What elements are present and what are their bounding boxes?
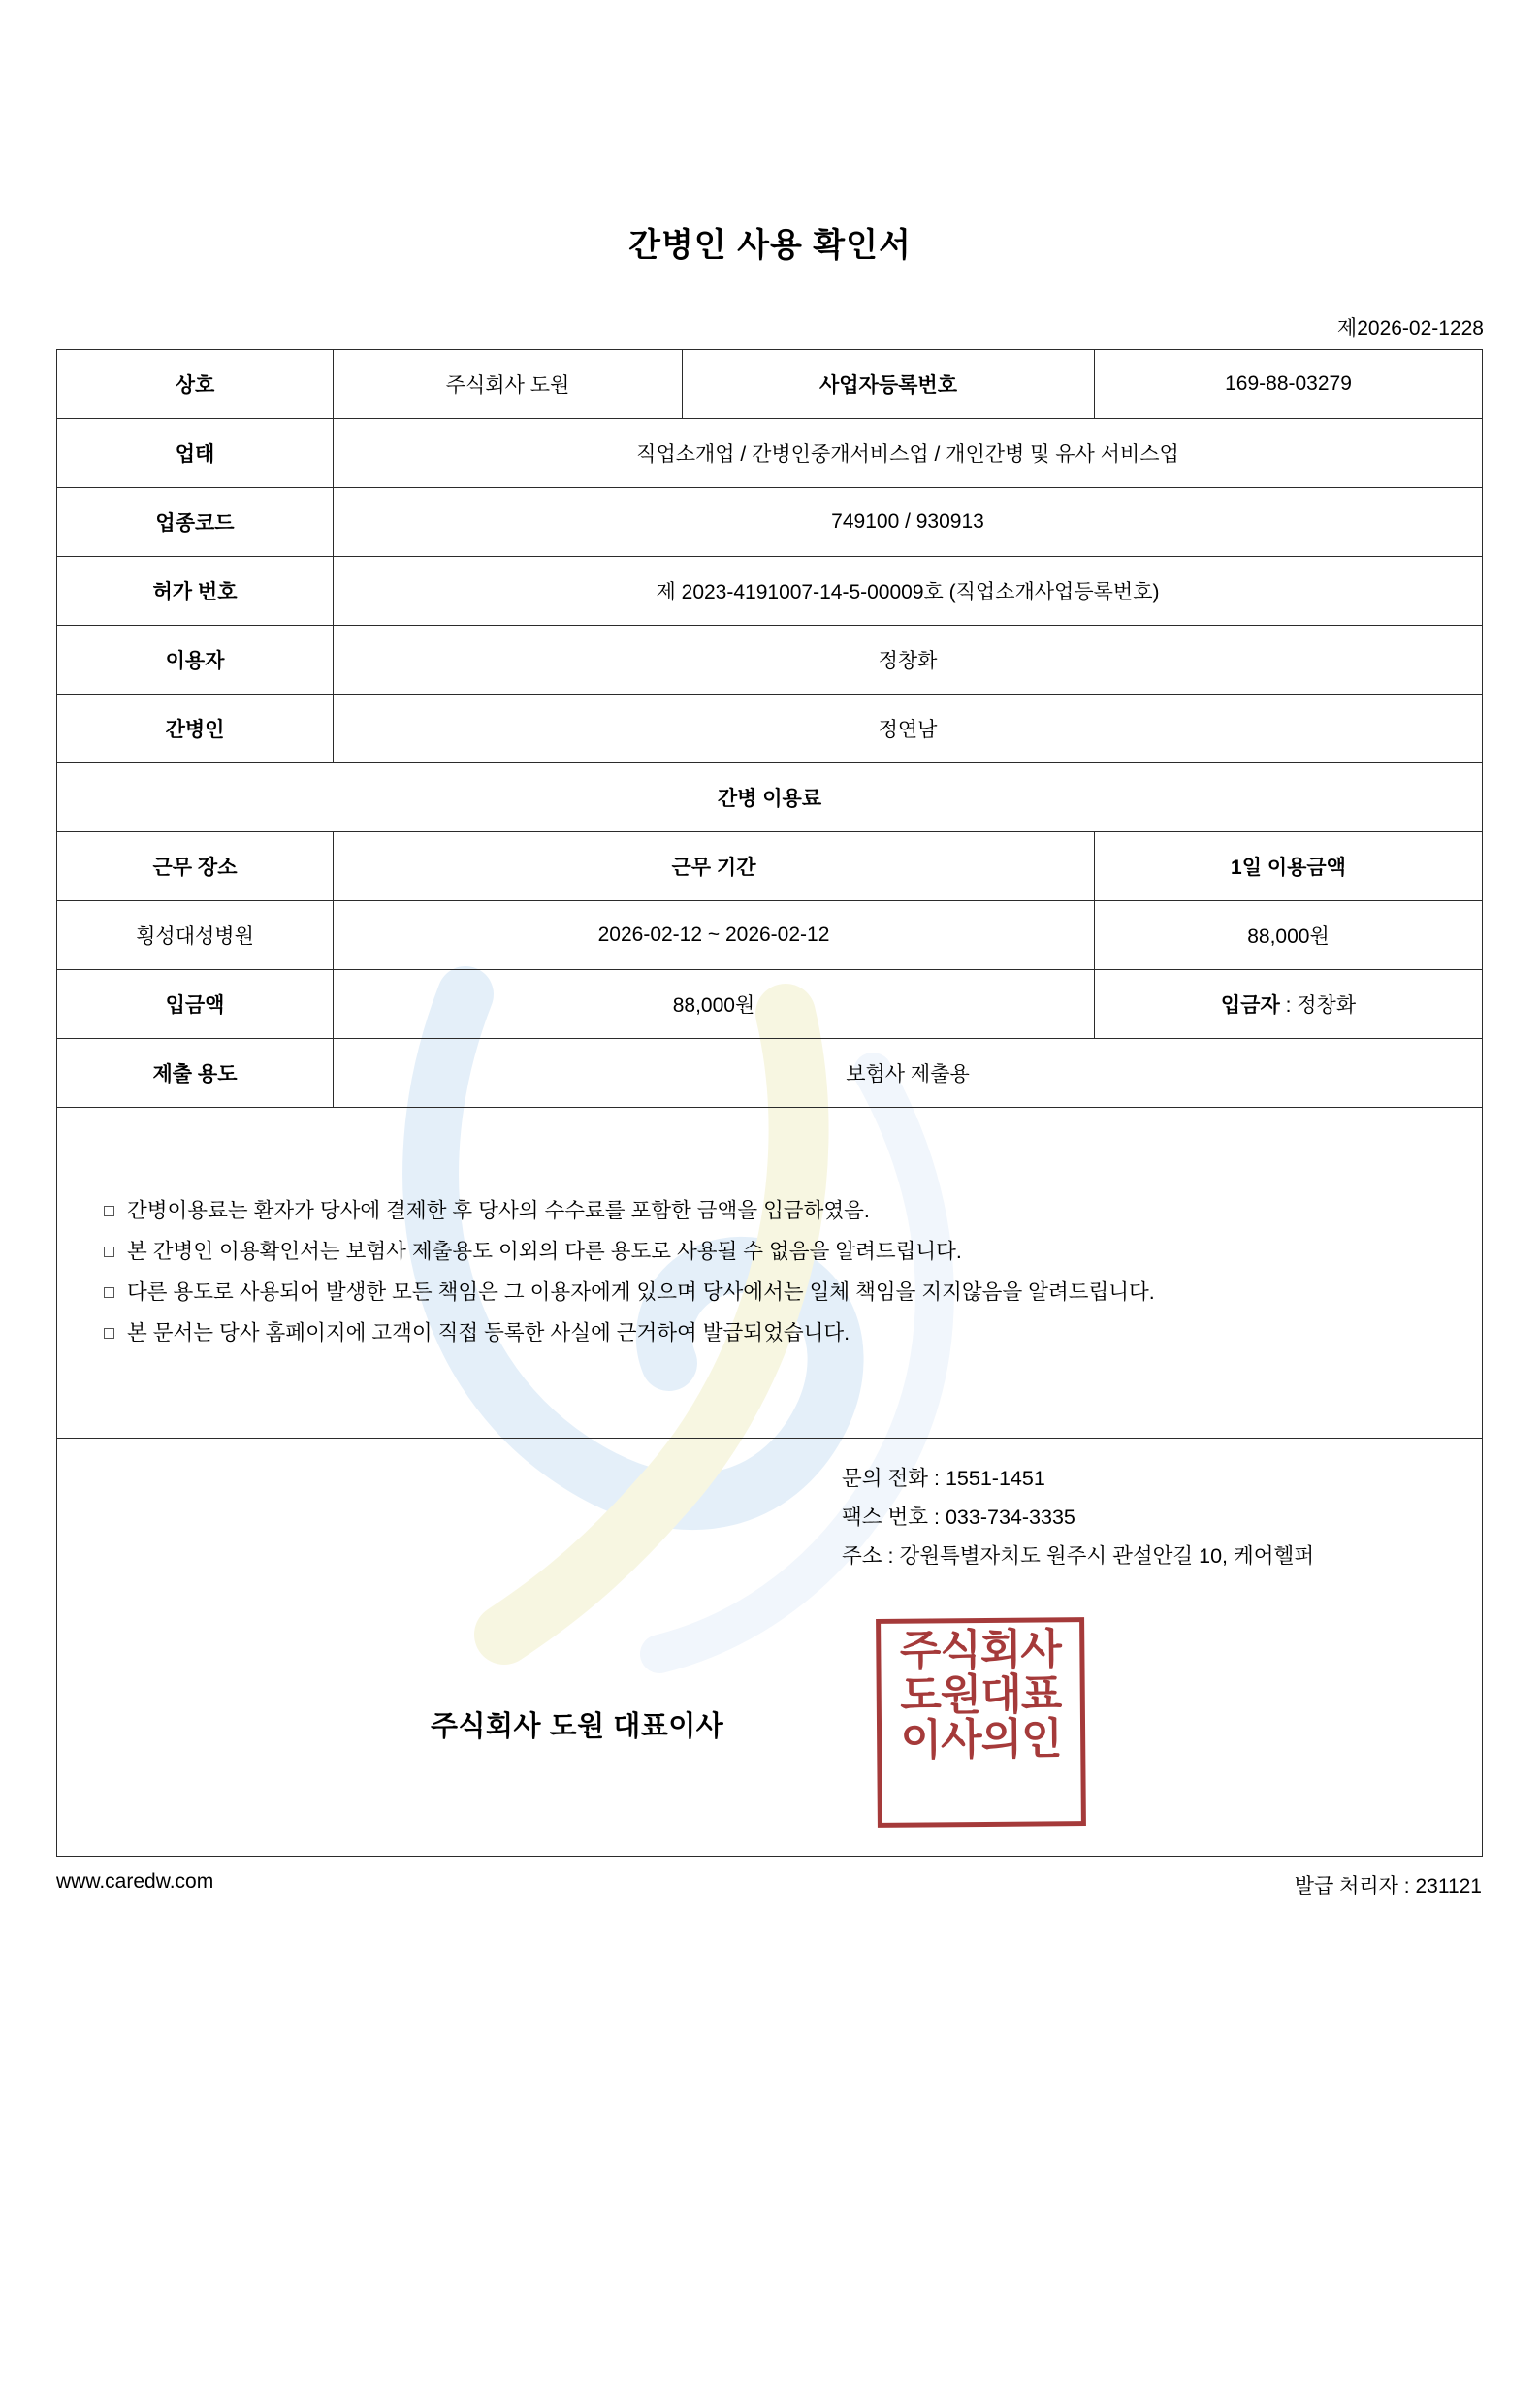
table-row-footer <box>57 1439 1483 1857</box>
daily-amount-header: 1일 이용금액 <box>1095 832 1483 901</box>
fee-section-title: 간병 이용료 <box>57 763 1483 832</box>
company-value: 주식회사 도원 <box>334 350 683 419</box>
table-row-company <box>57 350 1483 419</box>
depositor-label: 입금자 <box>1220 994 1280 1017</box>
user-value: 정창화 <box>334 626 1483 695</box>
table-row-fee-values <box>57 901 1483 970</box>
license-label: 허가 번호 <box>57 557 334 626</box>
signature-company-line: 주식회사 도원 대표이사 <box>431 1711 724 1742</box>
table-row-license <box>57 557 1483 626</box>
purpose-value: 보험사 제출용 <box>334 1039 1483 1108</box>
depositor-value: 정창화 <box>1297 994 1357 1017</box>
table-row-caregiver <box>57 695 1483 763</box>
business-number-label: 사업자등록번호 <box>683 350 1095 419</box>
stamp-line-2: 도원대표 <box>900 1670 1062 1720</box>
purpose-label: 제출 용도 <box>57 1039 334 1108</box>
table-row-business-type <box>57 419 1483 488</box>
business-code-value: 749100 / 930913 <box>334 488 1483 557</box>
depositor-separator: : <box>1279 994 1298 1017</box>
stamp-line-1: 주식회사 <box>899 1626 1062 1675</box>
company-label: 상호 <box>57 350 334 419</box>
company-seal-stamp <box>876 1617 1086 1828</box>
business-type-value: 직업소개업 / 간병인중개서비스업 / 개인간병 및 유사 서비스업 <box>334 419 1483 488</box>
footer-cell <box>57 1439 1483 1857</box>
table-row-fee-section-title <box>57 763 1483 832</box>
table-row-fee-headers <box>57 832 1483 901</box>
deposit-label: 입금액 <box>57 970 334 1039</box>
document-page <box>0 218 1540 2397</box>
issuer-info: 발급 처리자 : 231121 <box>1294 1875 1482 1897</box>
notes-list <box>57 1182 1482 1364</box>
depositor-cell <box>1095 970 1483 1039</box>
caregiver-label: 간병인 <box>57 695 334 763</box>
list-item: 본 문서는 당사 홈페이지에 고객이 직접 등록한 사실에 근거하여 발급되었습니다. <box>98 1313 1482 1354</box>
work-period-header: 근무 기간 <box>334 832 1095 901</box>
contact-phone: 문의 전화 : 1551-1451 <box>842 1467 1045 1490</box>
website-link[interactable]: www.caredw.com <box>56 1870 214 1893</box>
list-item: 다른 용도로 사용되어 발생한 모든 책임은 그 이용자에게 있으며 당사에서는 일체 책임을 지지않음을 알려드립니다. <box>98 1273 1482 1313</box>
document-number: 제2026-02-1228 <box>1336 317 1484 340</box>
table-row-notes <box>57 1108 1483 1439</box>
certificate-table <box>56 349 1483 1857</box>
table-row-user <box>57 626 1483 695</box>
caregiver-value: 정연남 <box>334 695 1483 763</box>
table-row-purpose <box>57 1039 1483 1108</box>
table-row-deposit <box>57 970 1483 1039</box>
work-place-header: 근무 장소 <box>57 832 334 901</box>
list-item: 본 간병인 이용확인서는 보험사 제출용도 이외의 다른 용도로 사용될 수 없음을 알려드립니다. <box>98 1232 1482 1273</box>
work-period-value: 2026-02-12 ~ 2026-02-12 <box>334 901 1095 970</box>
user-label: 이용자 <box>57 626 334 695</box>
signature-row <box>57 1626 1482 1807</box>
business-code-label: 업종코드 <box>57 488 334 557</box>
table-row-business-code <box>57 488 1483 557</box>
deposit-value: 88,000원 <box>334 970 1095 1039</box>
business-number-value: 169-88-03279 <box>1095 350 1483 419</box>
contact-address: 주소 : 강원특별자치도 원주시 관설안길 10, 케어헬퍼 <box>842 1543 1315 1568</box>
list-item: 간병이용료는 환자가 당사에 결제한 후 당사의 수수료를 포함한 금액을 입금하였음. <box>98 1191 1482 1232</box>
stamp-line-3: 이사의인 <box>900 1714 1062 1765</box>
contact-fax: 팩스 번호 : 033-734-3335 <box>842 1505 1075 1529</box>
notes-cell <box>57 1108 1483 1439</box>
contact-block <box>842 1460 1443 1575</box>
work-place-value: 횡성대성병원 <box>57 901 334 970</box>
page-title: 간병인 사용 확인서 <box>628 227 912 264</box>
business-type-label: 업태 <box>57 419 334 488</box>
license-value: 제 2023-4191007-14-5-00009호 (직업소개사업등록번호) <box>334 557 1483 626</box>
daily-amount-value: 88,000원 <box>1095 901 1483 970</box>
page-footer <box>56 1870 1482 1899</box>
